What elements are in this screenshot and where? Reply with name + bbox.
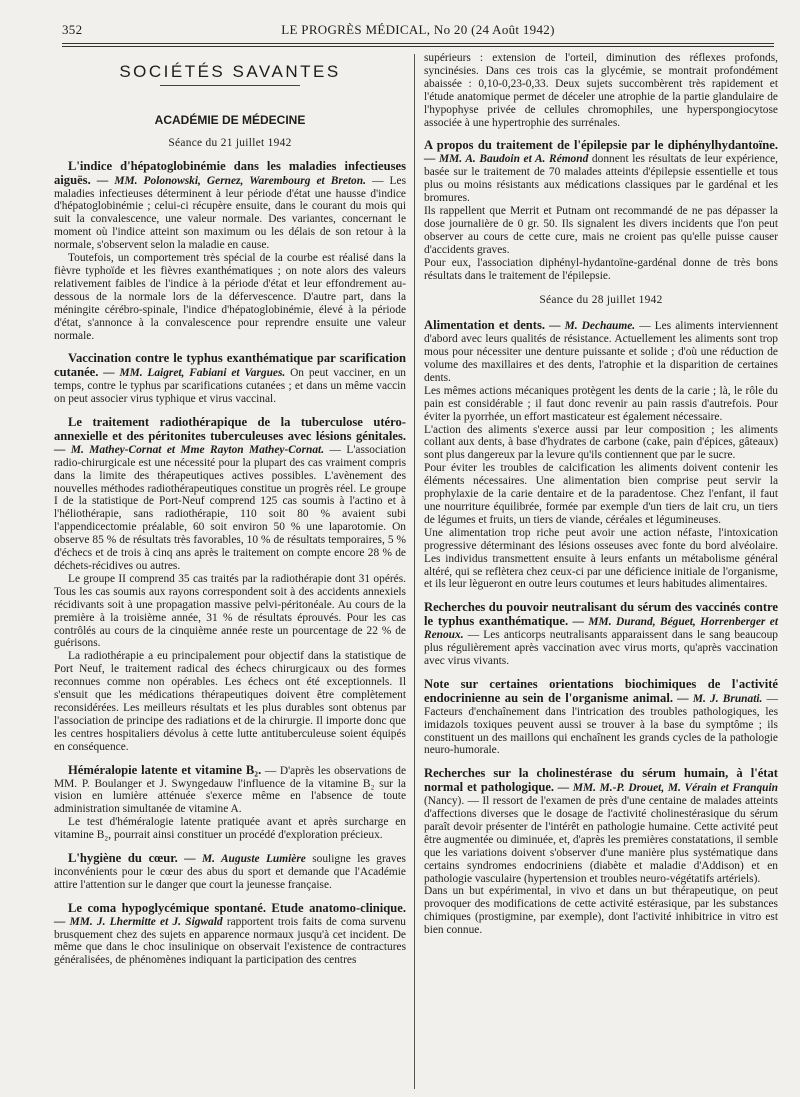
article-title: Le traitement radiothérapique de la tuberculose utéro-annexielle et des péritonites tuberculeuses avec lésions génitales. <box>54 415 406 443</box>
paragraph-text: Ils rappellent que Merrit et Putnam ont recommandé de ne pas dépasser la dose journalière de 0 gr. 50. Ils signalent les divers incidents que l'on peut observer au cours de cette cure, mais ne croient pas qu'elle puisse causer d'accidents graves. <box>424 204 778 256</box>
paragraph-text: souligne les graves inconvénients pour le cœur des abus du sport et demande que l'Académie attire l'attention sur le danger que court la jeunesse française. <box>54 853 406 891</box>
header-rule-double <box>62 46 774 47</box>
article-paragraph <box>424 139 778 205</box>
article-paragraph <box>424 527 778 592</box>
article-entry <box>424 319 778 591</box>
session-date: Séance du 21 juillet 1942 <box>168 136 292 149</box>
article-paragraph <box>424 385 778 424</box>
paragraph-text: — D'après les observations de MM. P. Boulanger et J. Swyngedauw l'influence de la vitamine B₂ sur la vision en lumière atténuée s'exerce même en l'absence de toute administration simultanée de vitamine A. <box>54 764 407 816</box>
left-entries <box>54 160 406 968</box>
paragraph-text: supérieurs : extension de l'orteil, diminution des réflexes profonds, syncinésies. Dans ces trois cas la glycémie, se montrait profondément abaissée : 0,10-0,23-0,33. Deux sujets succombèrent très rapidement et l'étude anatomique permet de déceler une atrophie de la partie glandulaire de l'hypophyse privée de cellules chromophiles, une hyperspongiocytose associée à une hypertrophie des surrénales. <box>424 52 778 129</box>
article-paragraph <box>424 678 778 757</box>
article-authors: — M. Mathey-Cornat et Mme Rayton Mathey-Cornat. <box>54 443 325 456</box>
article-paragraph <box>424 424 778 463</box>
section-title: SOCIÉTÉS SAVANTES <box>119 62 341 81</box>
article-paragraph <box>54 852 406 892</box>
article-paragraph <box>54 160 406 252</box>
left-column <box>54 52 406 977</box>
paragraph-text: Pour eux, l'association diphényl-hydantoïne-gardénal donne de très bons résultats dans le traitement de l'épilepsie. <box>424 256 778 282</box>
article-entry <box>54 764 406 842</box>
column-divider <box>414 54 415 1089</box>
paragraph-text: — Les aliments interviennent d'abord avec leurs qualités de résistance. Actuellement les aliments sont trop mous pour nécessiter une denture puissante et solide ; d'où une réduction de volume des maxillaires et des dents, l'atrophie et la disparition de certaines dents. <box>424 320 778 384</box>
section-title-rule <box>160 85 300 86</box>
article-authors: — MM. M.-P. Drouet, M. Vérain et Franquin <box>557 782 778 795</box>
paragraph-text: Dans un but expérimental, in vivo et dans un but thérapeutique, on peut provoquer des modifications de cette activité estérasique, par les substances chimiques (prostigmine, par exemple), dont l'activité inhibitrice in vitro est bien connue. <box>424 885 778 937</box>
article-paragraph <box>424 257 778 283</box>
article-entry <box>54 352 406 406</box>
article-authors: — MM. J. Lhermitte et J. Sigwald <box>54 915 223 928</box>
paragraph-text: Pour éviter les troubles de calcification les aliments doivent contenir les éléments nécessaires. Une alimentation bien comprise peut servir la prophylaxie de la carie dentaire et de la paradentose. Chez l'enfant, il faut une nourriture équilibrée, formée par exemple d'un tiers de lait cru, un tiers de légumes et fruits, un tiers de viande, céréales et légumineuses. <box>424 462 778 526</box>
article-paragraph <box>424 767 778 885</box>
article-entry <box>424 139 778 282</box>
article-authors: — MM. Polonowski, Gernez, Warembourg et Breton. <box>96 174 366 187</box>
article-paragraph <box>54 764 406 817</box>
article-entry <box>54 416 406 754</box>
article-paragraph <box>54 252 406 342</box>
article-paragraph <box>424 885 778 937</box>
session-date-2: Séance du 28 juillet 1942 <box>539 294 663 307</box>
paragraph-text: Le test d'héméralogie latente pratiquée avant et après surcharge en vitamine B₂, pourrait ainsi constituer un procédé d'exploration précieux. <box>54 816 406 842</box>
right-top-entries <box>424 52 778 282</box>
paragraph-text: — L'association radio-chirurgicale est une nécessité pour la plupart des cas vraiment compris dans la limite des thérapeutiques actives possibles. L'avènement des nouvelles méthodes radiothérapeutiques constitue un progrès réel. Le groupe I de la statistique de Port-Neuf comprend 125 cas soumis à l'actino et à l'héliothérapie, sans radiothérapie, 110 soit 80 % avaient subi l'appendicectomie préalable, 60 soit environ 50 % une laparotomie. On observe 85 % de résultats très favorables, 10 % de résultats temporaires, 5 % d'échecs et de trois à cinq ans après le traitement on compte encore 28 % de déchets-récidives ou autres. <box>54 443 406 572</box>
paragraph-text: rapportent trois faits de coma survenu brusquement chez des sujets en apparence normaux jusqu'à cet incident. De même que dans le choc insulinique on observait l'existence de contractures généralisées, de phénomènes indiquant la participation des centres <box>54 915 406 967</box>
right-column <box>424 52 778 947</box>
header-rule <box>62 43 774 44</box>
article-title: Recherches sur la cholinestérase du sérum humain, à l'état normal et pathologique. <box>424 766 778 795</box>
paragraph-text: — Les anticorps neutralisants apparaissent dans le sang beaucoup plus régulièrement après vaccination avec virus morts, qu'après vaccination avec virus vivants. <box>424 629 778 667</box>
paragraph-text: donnent les résultats de leur expérience, basée sur le traitement de 70 malades atteints d'épilepsie essentielle et tous plus ou moins résistants aux médications classiques par le gardénal et les bromures. <box>424 153 778 205</box>
article-authors: — M. J. Brunati. <box>677 692 763 705</box>
article-entry <box>424 767 778 937</box>
paragraph-text: Toutefois, un comportement très spécial de la courbe est réalisé dans la fièvre typhoïde et les fièvres exanthématiques ; on note alors des valeurs relativement faibles de l'indice à la période d'état et leur effondrement au-dessous de la normale lors de la défervescence. D'autre part, dans la méningite cérébro-spinale, l'indice d'hépatoglobinémie, élevé à la période d'état, s'annonce à la convalescence pour reprendre ensuite une valeur normale. <box>54 252 406 342</box>
paragraph-text: Une alimentation trop riche peut avoir une action néfaste, l'intoxication progressive déterminant des lésions osseuses avec fonte du bord alvéolaire. Les individus transmettent ensuite à leurs enfants un métabolisme général altéré, qui se reflètera chez ceux-ci par une déficience initiale de l'organisme, et ils leur lègueront en outre leurs coutumes et leurs habitudes alimentaires. <box>424 526 778 591</box>
article-paragraph <box>424 52 778 129</box>
article-authors: — MM. Durand, Béguet, Horrenberger et Renoux. <box>424 616 778 642</box>
article-paragraph <box>54 416 406 573</box>
article-entry <box>424 678 778 757</box>
paragraph-text: — Facteurs d'enchaînement dans l'intrication des troubles pathologiques, les imidazols toxiques peuvent aussi se trouver à la base du symptôme ; ils constituent un des maillons qui enchaînent les grands cycles de la pathologie neuro-humorale. <box>424 692 778 757</box>
paragraph-text: L'action des aliments s'exerce aussi par leur composition ; les aliments collant aux dents, à base d'hydrates de carbone (cake, pain d'épices, gâteaux) sont plus dangereux par la levure qu'ils contiennent que par le sucre. <box>424 423 778 462</box>
article-authors: — MM. Laigret, Fabiani et Vargues. <box>103 367 286 380</box>
paragraph-text: La radiothérapie a eu principalement pour objectif dans la statistique de Port Neuf, le traitement radical des échecs chirurgicaux ou des formes reconnues comme non opérables. Les échecs ont été exceptionnels. Il s'ensuit que les médications thérapeutiques doivent être complètement reconsidérées. Les meilleurs résultats et les plus durables sont obtenus par l'association de principe des radiations et de la chirurgie. Il importe donc que les centres hospitaliers dévolus à cette lutte antituberculeuse soient équipés en conséquence. <box>54 650 406 753</box>
article-title: Alimentation et dents. <box>424 318 546 333</box>
article-authors: — MM. A. Baudoin et A. Rémond <box>424 153 589 166</box>
article-title: Héméralopie latente et vitamine B₂. <box>68 762 262 777</box>
article-paragraph <box>424 601 778 668</box>
article-paragraph <box>424 205 778 257</box>
academy-heading: ACADÉMIE DE MÉDECINE <box>154 112 306 127</box>
paragraph-text: On peut vacciner, en un temps, contre le typhus par scarifications cutanées ; et dans un même vaccin on peut associer virus typhique et virus vaccinal. <box>54 367 406 406</box>
page-header <box>62 20 774 42</box>
paragraph-text: — Les maladies infectieuses déterminent à leur période d'état une hausse d'indice d'hépatoglobinémie ; celui-ci récupère ensuite, dans le courant du mois qui suit la convalescence, une valeur normale. Des variantes, concernant le moment où l'indice atteint son maximum ou les délais de son retour à la normale, s'observent selon la maladie en cause. <box>54 174 406 252</box>
article-entry <box>424 52 778 129</box>
right-bottom-entries <box>424 319 778 937</box>
article-title: Vaccination contre le typhus exanthématique par scarification cutanée. <box>54 351 406 380</box>
article-entry <box>424 601 778 668</box>
article-entry <box>54 902 406 968</box>
article-authors: — M. Dechaume. <box>549 320 636 333</box>
article-title: A propos du traitement de l'épilepsie par le diphénylhydantoïne. <box>424 138 778 153</box>
running-title: LE PROGRÈS MÉDICAL, No 20 (24 Août 1942) <box>281 22 555 37</box>
article-paragraph <box>424 462 778 527</box>
article-entry <box>54 852 406 892</box>
paragraph-text: (Nancy). — Il ressort de l'examen de près d'une centaine de malades atteints d'affections diverses que le dosage de l'activité cholinestérasique du sérum paraît devoir présenter de l'intérêt en pathologie humaine. Cette activité peut être augmentée ou diminuée, et, d'après les premières constatations, il semble que les variations doivent s'observer d'une manière plus systématique dans certains syndromes endocriniens (diabète et maladie d'Addison) et en pathologie vasculaire (hypertension et troubles neuro-végétatifs artériels). <box>424 795 778 885</box>
article-paragraph <box>54 816 406 842</box>
article-title: L'indice d'hépatoglobinémie dans les maladies infectieuses aiguës. <box>54 158 406 187</box>
article-paragraph <box>54 573 406 650</box>
page-number: 352 <box>62 22 83 37</box>
article-title: L'hygiène du cœur. <box>68 851 178 866</box>
article-paragraph <box>424 319 778 385</box>
paragraph-text: Les mêmes actions mécaniques protègent les dents de la carie ; là, le rôle du pain est considérable ; il faut donc revenir au pain rassis d'autrefois. Pour éviter la pyorrhée, un effort masticateur est également nécessaire. <box>424 384 778 423</box>
article-authors: — M. Auguste Lumière <box>184 853 306 866</box>
article-title: Recherches du pouvoir neutralisant du sérum des vaccinés contre le typhus exanthématique. <box>424 600 778 629</box>
article-paragraph <box>54 650 406 753</box>
article-paragraph <box>54 902 406 968</box>
article-paragraph <box>54 352 406 406</box>
article-title: Le coma hypoglycémique spontané. Etude anatomo-clinique. <box>68 900 406 915</box>
article-entry <box>54 160 406 343</box>
article-title: Note sur certaines orientations biochimiques de l'activité endocrinienne au sein de l'organisme animal. <box>424 676 778 705</box>
paragraph-text: Le groupe II comprend 35 cas traités par la radiothérapie dont 31 opérés. Tous les cas soumis aux rayons correspondent soit à des accidents annexiels récidivants soit à une propagation massive pelvi-péritonéale. Au cours de la première à la troisième année, 31 % de résultats éprouvés. Pour les cas contrôlés au cours de la cinquième année reste un pourcentage de 22 % de guérisons. <box>54 572 406 650</box>
